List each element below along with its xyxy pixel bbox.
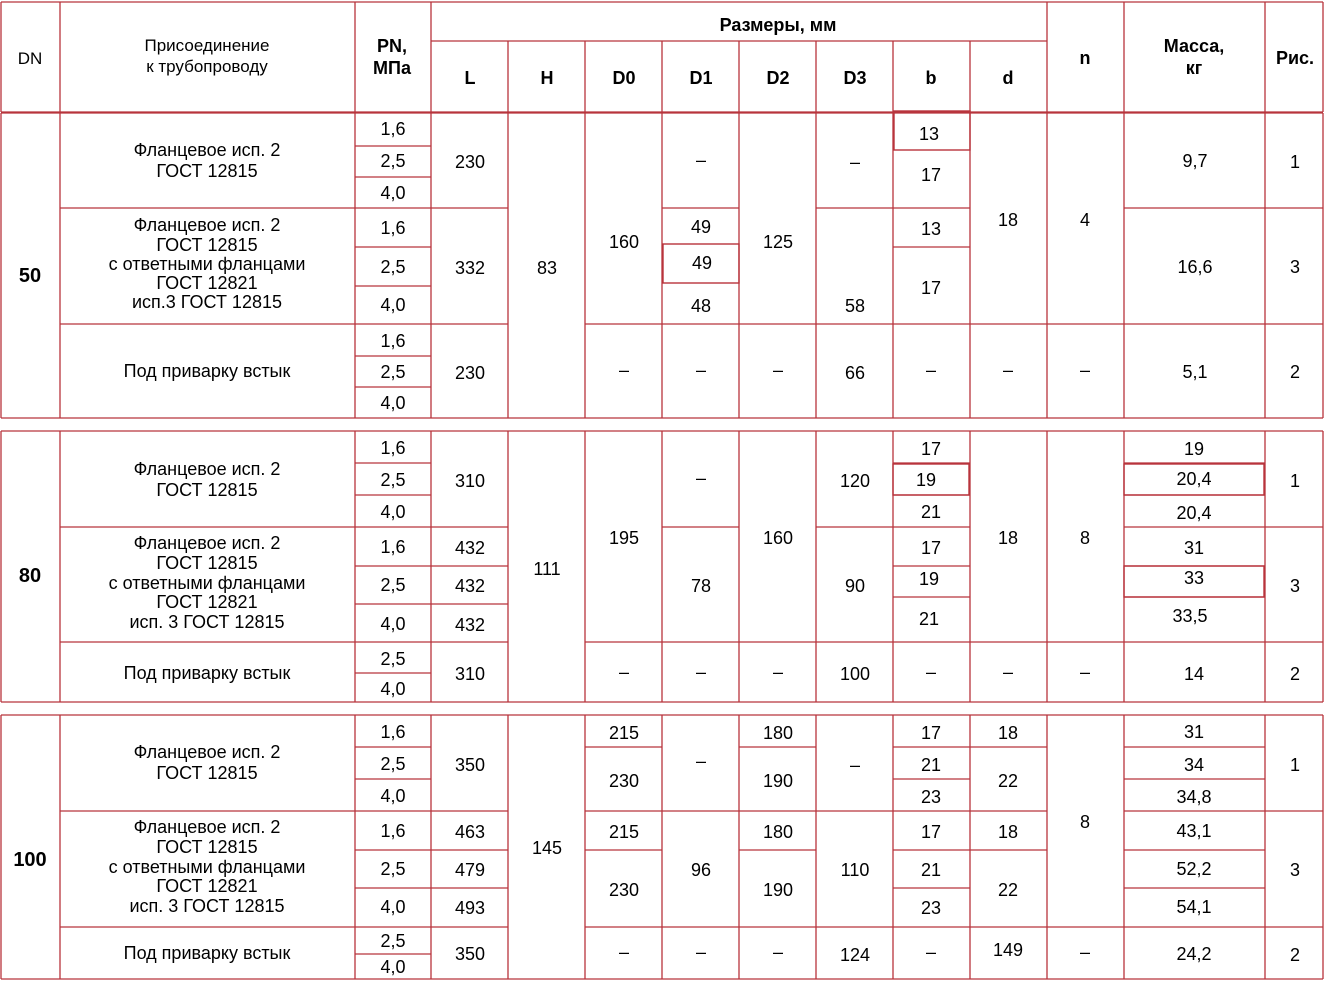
D2-value: – xyxy=(772,360,784,380)
D3-value: – xyxy=(849,152,861,172)
L-value: 310 xyxy=(454,664,486,684)
b-value: 23 xyxy=(920,898,942,918)
mass-value: 16,6 xyxy=(1177,257,1213,277)
D1-value: 48 xyxy=(690,296,712,316)
D2-value: – xyxy=(772,662,784,682)
header-col-L: L xyxy=(464,68,476,88)
D2-value: 180 xyxy=(762,822,794,842)
d-value: 22 xyxy=(997,771,1019,791)
pn-value: 2,5 xyxy=(380,257,406,277)
connection-text: Фланцевое исп. 2 xyxy=(133,533,281,553)
D2-value: – xyxy=(772,942,784,962)
mass-value: 33 xyxy=(1183,568,1205,588)
connection-text: Фланцевое исп. 2 xyxy=(133,459,281,479)
mass-value: 24,2 xyxy=(1176,944,1212,964)
fig-value: 3 xyxy=(1289,576,1301,596)
pn-value: 1,6 xyxy=(380,821,406,841)
header-dimensions: Размеры, мм xyxy=(719,15,837,35)
b-value: 21 xyxy=(918,609,940,629)
n-value: 4 xyxy=(1079,210,1091,230)
mass-value: 9,7 xyxy=(1182,151,1208,171)
b-value: 17 xyxy=(920,165,942,185)
b-value: 17 xyxy=(920,822,942,842)
b-value: 21 xyxy=(920,860,942,880)
D0-value: 215 xyxy=(608,822,640,842)
D1-value: – xyxy=(695,662,707,682)
D1-value: 96 xyxy=(690,860,712,880)
mass-value: 14 xyxy=(1183,664,1205,684)
n-value: – xyxy=(1079,662,1091,682)
connection-text: исп.3 ГОСТ 12815 xyxy=(131,292,283,312)
D1-value: 49 xyxy=(691,253,713,273)
header-col-d: d xyxy=(1002,68,1014,88)
b-value: 21 xyxy=(920,502,942,522)
mass-value: 34,8 xyxy=(1176,787,1212,807)
connection-text: с ответными фланцами xyxy=(108,857,306,877)
b-value: 13 xyxy=(918,124,940,144)
L-value: 493 xyxy=(454,898,486,918)
pn-value: 1,6 xyxy=(380,537,406,557)
pn-value: 2,5 xyxy=(380,931,406,951)
b-value: – xyxy=(925,662,937,682)
D2-value: 190 xyxy=(762,771,794,791)
D3-value: 90 xyxy=(844,576,866,596)
L-value: 230 xyxy=(454,363,486,383)
connection-text: ГОСТ 12815 xyxy=(156,553,258,573)
D3-value: 100 xyxy=(839,664,871,684)
header-connection-line-2: к трубопроводу xyxy=(146,57,268,76)
fig-value: 3 xyxy=(1289,860,1301,880)
b-value: 17 xyxy=(920,538,942,558)
mass-value: 54,1 xyxy=(1176,897,1212,917)
n-value: – xyxy=(1079,942,1091,962)
b-value: – xyxy=(925,942,937,962)
fig-value: 3 xyxy=(1289,257,1301,277)
connection-text: ГОСТ 12815 xyxy=(156,837,258,857)
D2-value: 160 xyxy=(762,528,794,548)
L-value: 350 xyxy=(454,755,486,775)
pn-value: 4,0 xyxy=(380,957,406,977)
connection-text: ГОСТ 12815 xyxy=(156,161,258,181)
D1-value: – xyxy=(695,751,707,771)
fig-value: 1 xyxy=(1289,755,1301,775)
mass-value: 31 xyxy=(1183,722,1205,742)
b-value: 17 xyxy=(920,439,942,459)
L-value: 350 xyxy=(454,944,486,964)
pn-value: 1,6 xyxy=(380,218,406,238)
pn-value: 1,6 xyxy=(380,438,406,458)
D2-value: 190 xyxy=(762,880,794,900)
pn-value: 1,6 xyxy=(380,331,406,351)
pn-value: 4,0 xyxy=(380,183,406,203)
H-value: 145 xyxy=(531,838,563,858)
mass-value: 52,2 xyxy=(1176,859,1212,879)
b-value: – xyxy=(925,360,937,380)
pn-value: 4,0 xyxy=(380,393,406,413)
connection-text: исп. 3 ГОСТ 12815 xyxy=(129,896,285,916)
header-fig: Рис. xyxy=(1275,48,1315,68)
L-value: 310 xyxy=(454,471,486,491)
b-value: 19 xyxy=(915,470,937,490)
pn-value: 2,5 xyxy=(380,362,406,382)
connection-text: Фланцевое исп. 2 xyxy=(133,742,281,762)
pn-value: 1,6 xyxy=(380,722,406,742)
pn-value: 4,0 xyxy=(380,614,406,634)
D3-value: 66 xyxy=(844,363,866,383)
n-value: 8 xyxy=(1079,528,1091,548)
L-value: 230 xyxy=(454,152,486,172)
fig-value: 1 xyxy=(1289,152,1301,172)
connection-text: ГОСТ 12815 xyxy=(156,480,258,500)
b-value: 21 xyxy=(920,755,942,775)
pn-value: 2,5 xyxy=(380,859,406,879)
b-value: 19 xyxy=(918,569,940,589)
b-value: 23 xyxy=(920,787,942,807)
pn-value: 4,0 xyxy=(380,679,406,699)
H-value: 111 xyxy=(533,559,561,579)
H-value: 83 xyxy=(536,258,558,278)
connection-text: Под приварку встык xyxy=(123,943,291,963)
header-mass-line-2: кг xyxy=(1185,58,1203,78)
header-n: n xyxy=(1079,48,1091,68)
mass-value: 43,1 xyxy=(1176,821,1212,841)
d-value: – xyxy=(1002,360,1014,380)
header-col-D1: D1 xyxy=(689,68,713,88)
pn-value: 4,0 xyxy=(380,786,406,806)
mass-value: 33,5 xyxy=(1172,606,1208,626)
D0-value: 215 xyxy=(608,723,640,743)
connection-text: ГОСТ 12815 xyxy=(156,763,258,783)
header-col-b: b xyxy=(925,68,937,88)
connection-text: Фланцевое исп. 2 xyxy=(133,140,281,160)
L-value: 432 xyxy=(454,615,486,635)
header-col-H: H xyxy=(540,68,554,88)
D1-value: – xyxy=(695,360,707,380)
connection-text: ГОСТ 12821 xyxy=(156,273,258,293)
mass-value: 20,4 xyxy=(1176,469,1212,489)
group-dn-50 xyxy=(19,119,1300,413)
pn-value: 2,5 xyxy=(380,754,406,774)
connection-text: с ответными фланцами xyxy=(108,254,306,274)
connection-text: Под приварку встык xyxy=(123,663,291,683)
D0-value: – xyxy=(618,942,630,962)
connection-text: ГОСТ 12821 xyxy=(156,592,258,612)
pn-value: 2,5 xyxy=(380,151,406,171)
d-value: 18 xyxy=(997,822,1019,842)
header-mass-line-1: Масса, xyxy=(1163,36,1225,56)
D0-value: 195 xyxy=(608,528,640,548)
header-connection-line-1: Присоединение xyxy=(144,36,270,55)
D3-value: 124 xyxy=(839,945,871,965)
b-value: 13 xyxy=(920,219,942,239)
pn-value: 4,0 xyxy=(380,502,406,522)
dn-value: 100 xyxy=(13,849,47,871)
L-value: 479 xyxy=(454,860,486,880)
D1-value: 49 xyxy=(690,217,712,237)
pn-value: 2,5 xyxy=(380,575,406,595)
D0-value: – xyxy=(618,662,630,682)
dn-value: 80 xyxy=(18,565,42,587)
pn-value: 4,0 xyxy=(380,295,406,315)
header-dn: DN xyxy=(17,49,43,68)
fig-value: 2 xyxy=(1289,362,1301,382)
D3-value: 120 xyxy=(839,471,871,491)
pn-value: 4,0 xyxy=(380,897,406,917)
D0-value: 230 xyxy=(608,771,640,791)
header-col-D0: D0 xyxy=(612,68,636,88)
connection-text: ГОСТ 12815 xyxy=(156,235,258,255)
fig-value: 1 xyxy=(1289,471,1301,491)
D3-value: 110 xyxy=(840,860,870,880)
dn-value: 50 xyxy=(18,265,42,287)
D1-value: 78 xyxy=(690,576,712,596)
d-value: 18 xyxy=(997,528,1019,548)
d-value: 18 xyxy=(997,210,1019,230)
header-col-D3: D3 xyxy=(843,68,867,88)
d-value: – xyxy=(1002,662,1014,682)
L-value: 432 xyxy=(454,576,486,596)
connection-text: Фланцевое исп. 2 xyxy=(133,215,281,235)
b-value: 17 xyxy=(920,278,942,298)
pn-value: 2,5 xyxy=(380,470,406,490)
D1-value: – xyxy=(695,942,707,962)
mass-value: 5,1 xyxy=(1182,362,1208,382)
D0-value: – xyxy=(618,360,630,380)
D1-value: – xyxy=(695,150,707,170)
connection-text: исп. 3 ГОСТ 12815 xyxy=(129,612,285,632)
D1-value: – xyxy=(695,468,707,488)
L-value: 432 xyxy=(454,538,486,558)
n-value: 8 xyxy=(1079,812,1091,832)
d-value: 22 xyxy=(997,880,1019,900)
connection-text: с ответными фланцами xyxy=(108,573,306,593)
connection-text: Под приварку встык xyxy=(123,361,291,381)
L-value: 332 xyxy=(454,258,486,278)
b-value: 17 xyxy=(920,723,942,743)
table-header xyxy=(18,15,1314,88)
mass-value: 19 xyxy=(1183,439,1205,459)
D2-value: 125 xyxy=(762,232,794,252)
connection-text: Фланцевое исп. 2 xyxy=(133,817,281,837)
mass-value: 31 xyxy=(1183,538,1205,558)
d-value: 149 xyxy=(992,940,1024,960)
header-col-D2: D2 xyxy=(766,68,790,88)
connection-text: ГОСТ 12821 xyxy=(156,876,258,896)
group-dn-80 xyxy=(19,438,1300,699)
D3-value: – xyxy=(849,755,861,775)
header-pn-line-2: МПа xyxy=(373,58,411,78)
fig-value: 2 xyxy=(1289,664,1301,684)
n-value: – xyxy=(1079,360,1091,380)
mass-value: 34 xyxy=(1183,755,1205,775)
mass-value: 20,4 xyxy=(1176,503,1212,523)
D0-value: 230 xyxy=(608,880,640,900)
D3-value: 58 xyxy=(844,296,866,316)
pn-value: 2,5 xyxy=(380,649,406,669)
d-value: 18 xyxy=(997,723,1019,743)
fig-value: 2 xyxy=(1289,945,1301,965)
pn-value: 1,6 xyxy=(380,119,406,139)
D2-value: 180 xyxy=(762,723,794,743)
L-value: 463 xyxy=(454,822,486,842)
D0-value: 160 xyxy=(608,232,640,252)
header-pn-line-1: PN, xyxy=(376,36,408,56)
